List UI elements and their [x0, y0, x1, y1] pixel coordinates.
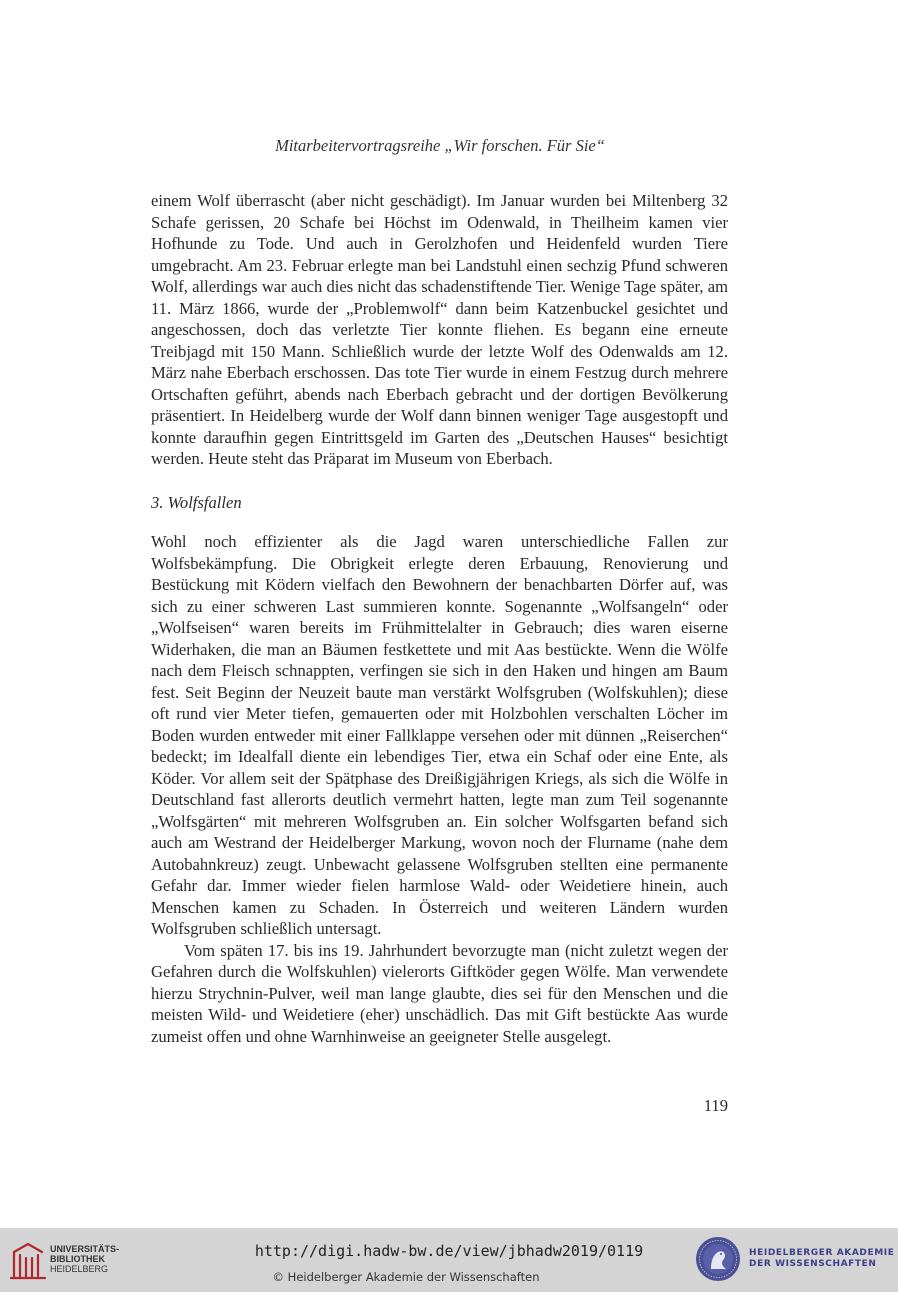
permalink-url[interactable]: http://digi.hadw-bw.de/view/jbhadw2019/0119	[254, 1242, 644, 1260]
paragraph-wolfsfallen: Wohl noch effizienter als die Jagd waren unterschiedliche Fallen zur Wolfsbekämpfung. Die Obrigkeit erlegte deren Erbauung, Renovierung und Bestückung mit Ködern vielfach den Bewohnern der benachbarten Dörfer auf, was sich zu einer schweren Last summieren konnte. Sogenannte „Wolfsangeln“ oder „Wolfseisen“ waren bereits im Frühmittelalter in Gebrauch; dies waren eiserne Widerhaken, die man an Bäumen festkettete und mit Aas bestückte. Wenn die Wölfe nach dem Fleisch schnappten, verfingen sie sich in den Haken und hingen am Baum fest. Seit Beginn der Neuzeit baute man verstärkt Wolfsgruben (Wolfskuhlen); diese oft rund vier Meter tiefen, gemauerten oder mit Holzbohlen verschalten Löcher im Boden wurden entweder mit einer Fallklappe versehen oder mit dünnen „Reiserchen“ bedeckt; im Idealfall diente ein lebendiges Tier, etwa ein Schaf oder eine Ente, als Köder. Vor allem seit der Spätphase des Dreißigjährigen Kriegs, als sich die Wölfe in Deutschland fast allerorts deutlich vermehrt hatten, legte man zum Teil sogenannte „Wolfsgärten“ mit mehreren Wolfsgruben an. Ein solcher Wolfsgarten befand sich auch am Westrand der Heidelberger Markung, wovon noch der Flurname (nahe dem Autobahnkreuz) zeugt. Unbewacht gelassene Wolfsgruben stellten eine permanente Gefahr dar. Immer wieder fielen harmlose Wald- oder Weidetiere hinein, auch Menschen kamen zu Schaden. In Österreich und weiteren Ländern wurden Wolfsgruben schließlich untersagt.	[151, 532, 728, 938]
footer-bar	[0, 1228, 898, 1292]
ub-line-1: UNIVERSITÄTS-	[50, 1244, 120, 1254]
running-header: Mitarbeitervortragsreihe „Wir forschen. Für Sie“	[275, 136, 605, 155]
hadw-wordmark	[749, 1248, 895, 1270]
ub-line-3: HEIDELBERG	[50, 1264, 109, 1274]
hadw-line-2: DER WISSENSCHAFTEN	[749, 1259, 877, 1269]
section-heading: 3. Wolfsfallen	[151, 492, 242, 512]
paragraph-continuation: einem Wolf überrascht (aber nicht geschädigt). Im Januar wurden bei Miltenberg 32 Schafe gerissen, 20 Schafe bei Höchst im Odenwald, in Theilheim kamen vier Hofhunde zu Tode. Und auch in Gerolzhofen und Heidenfeld wurden Tiere umgebracht. Am 23. Februar erlegte man bei Landstuhl einen sechzig Pfund schweren Wolf, allerdings war auch dies nicht das schadenstiftende Tier. Wenige Tage später, am 11. März 1866, wurde der „Problemwolf“ dann beim Katzenbuckel gesichtet und angeschossen, doch das verletzte Tier konnte fliehen. Es begann eine erneute Treibjagd mit 150 Mann. Schließlich wurde der letzte Wolf des Odenwalds am 12. März nahe Eberbach erschossen. Das tote Tier wurde in einem Festzug durch mehrere Ortschaften geführt, abends nach Eberbach gebracht und der dortigen Bevölkerung präsentiert. In Heidelberg wurde der Wolf dann binnen weniger Tage ausgestopft und konnte daraufhin gegen Eintrittsgeld im Garten des „Deutschen Hauses“ besichtigt werden. Heute steht das Präparat im Museum von Eberbach.	[151, 191, 728, 468]
hadw-line-1: HEIDELBERGER AKADEMIE	[749, 1248, 895, 1258]
paragraph-giftkoeder: Vom späten 17. bis ins 19. Jahrhundert bevorzugte man (nicht zuletzt wegen der Gefahren durch die Wolfskuhlen) vielerorts Giftköder gegen Wölfe. Man verwendete hierzu Strychnin-Pulver, weil man lange glaubte, dies sei für den Menschen und die meisten Wild- und Weidetiere (eher) unschädlich. Das mit Gift bestückte Aas wurde zumeist offen und ohne Warnhinweise an geeigneter Stelle ausgelegt.	[151, 940, 728, 1046]
hadw-seal-icon	[694, 1235, 742, 1283]
main-text	[151, 190, 728, 1047]
copyright-notice: © Heidelberger Akademie der Wissenschaften	[272, 1270, 540, 1284]
page-number: 119	[703, 1096, 728, 1115]
ub-line-2: BIBLIOTHEK	[50, 1254, 105, 1264]
